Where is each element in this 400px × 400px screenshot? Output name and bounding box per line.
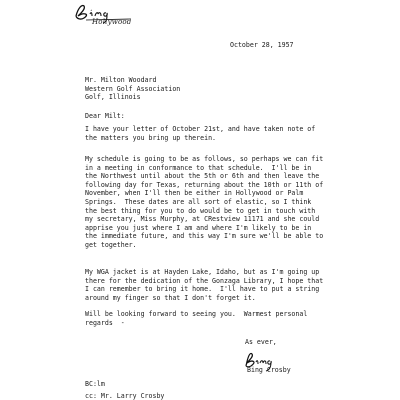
address-line: Golf, Illinois bbox=[85, 93, 141, 102]
text-line: the immediate future, and this way I'm sure we'll be able to bbox=[85, 232, 324, 241]
paragraph-4 bbox=[85, 310, 385, 327]
text-line: I have your letter of October 21st, and have taken note of bbox=[85, 125, 316, 133]
text-line: the matters you bring up therein. bbox=[85, 133, 217, 142]
text-line: the Northwest until about the 5th or 6th and then leave the bbox=[85, 172, 320, 181]
text-line: My schedule is going to be as follows, so perhaps we can fit bbox=[85, 155, 324, 163]
letterhead-subtitle: Hollywood bbox=[92, 18, 132, 26]
carbon-copy-line: cc: Mr. Larry Crosby bbox=[85, 392, 165, 400]
text-line: in a meeting in conformance to that schedule. I'll be in bbox=[85, 163, 312, 172]
paragraph-3 bbox=[85, 268, 385, 302]
text-line: get together. bbox=[85, 240, 137, 249]
text-line: my secretary, Miss Murphy, at CRestview 11171 and she could bbox=[85, 215, 320, 224]
address-line: Mr. Milton Woodard bbox=[85, 76, 157, 84]
closing: As ever, bbox=[245, 338, 277, 346]
letterhead-logo bbox=[70, 2, 150, 30]
text-line: My WGA jacket is at Hayden Lake, Idaho, but as I'm going up bbox=[85, 268, 320, 276]
text-line: around my finger so that I don't forget it. bbox=[85, 293, 256, 302]
text-line: regards - bbox=[85, 318, 125, 327]
text-line: the best thing for you to do would be to get in touch with bbox=[85, 206, 316, 215]
recipient-address bbox=[85, 76, 180, 102]
text-line: Will be looking forward to seeing you. Warmest personal bbox=[85, 310, 308, 318]
typist-initials: BC:lm bbox=[85, 380, 105, 388]
address-line: Western Golf Association bbox=[85, 84, 181, 93]
paragraph-1 bbox=[85, 125, 385, 142]
text-line: November, when I'll then be either in Hollywood or Palm bbox=[85, 189, 304, 198]
salutation: Dear Milt: bbox=[85, 112, 125, 120]
text-line: I can remember to bring it home. I'll have to put a string bbox=[85, 285, 320, 294]
paragraph-2 bbox=[85, 155, 385, 250]
text-line: Springs. These dates are all sort of elastic, so I think bbox=[85, 197, 312, 206]
letter-date: October 28, 1957 bbox=[230, 41, 294, 49]
text-line: following day for Texas, returning about the 10th or 11th of bbox=[85, 180, 324, 189]
typed-signature-name: Bing Crosby bbox=[247, 366, 291, 374]
text-line: there for the dedication of the Gonzaga Library, I hope that bbox=[85, 276, 324, 285]
text-line: apprise you just where I am and where I'm likely to be in bbox=[85, 223, 312, 232]
